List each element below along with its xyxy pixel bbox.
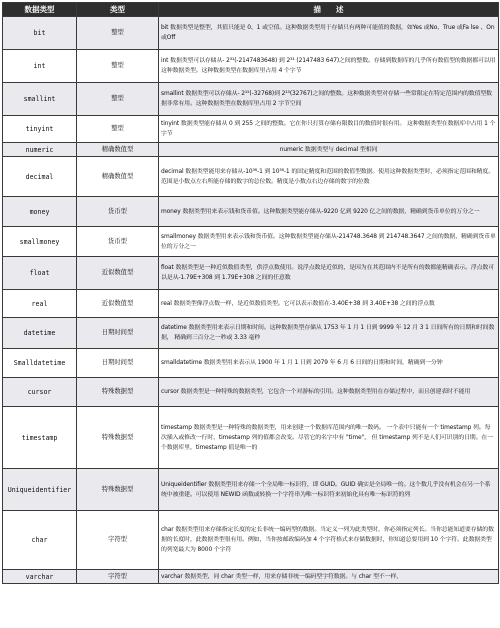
- type-category: 特殊数据型: [77, 407, 159, 469]
- table-row: [3, 349, 499, 378]
- header-description: 描 述: [159, 3, 499, 17]
- type-name: bit: [3, 17, 77, 50]
- type-category: 货币型: [77, 227, 159, 257]
- table-row: [3, 511, 499, 570]
- type-category: 精确数值型: [77, 143, 159, 157]
- type-name: tinyint: [3, 116, 77, 143]
- type-name: timestamp: [3, 407, 77, 469]
- type-name: Smalldatetime: [3, 349, 77, 378]
- type-description: money 数据类型用来表示钱和货币值。这种数据类型能存储从-9220 亿到 9220 亿之间的数据，精确到货币单位的万分之一: [159, 197, 499, 227]
- type-category: 整型: [77, 83, 159, 116]
- table-row: [3, 469, 499, 511]
- table-row: [3, 257, 499, 290]
- type-description: smallmoney 数据类型用来表示钱和货币值。这种数据类型能存储从-214748.3648 到 214748.3647 之间的数据，精确到货币单位的万分之一: [159, 227, 499, 257]
- table-row: [3, 116, 499, 143]
- type-category: 日期时间型: [77, 318, 159, 349]
- type-name: numeric: [3, 143, 77, 157]
- type-description: char 数据类型用来存储指定长度的定长非统一编码型的数据。当定义一列为此类型时，你必须指定列长。当你总能知道要存储的数据的长度时，此数据类型很有用。例如，当你按邮政编码加 4 个字符格式来存储数据时，你知道总要用到 10 个字符。此数据类型的列宽最大为 8000 个字符: [159, 511, 499, 570]
- type-name: varchar: [3, 570, 77, 584]
- type-name: int: [3, 50, 77, 83]
- type-name: datetime: [3, 318, 77, 349]
- data-type-table: [2, 2, 498, 626]
- type-category: 货币型: [77, 197, 159, 227]
- type-name: smallmoney: [3, 227, 77, 257]
- type-description: real 数据类型像浮点数一样，是近似数值类型。它可以表示数值在-3.40E+38 到 3.40E+38 之间的浮点数: [159, 290, 499, 318]
- type-description: int 数据类型可以存储从- 2³¹(-2147483648) 到 2³¹ (2147483 647)之间的整数。存储到数据库的几乎所有数值型的数据都可以用这种数据类型。这种数据类型在数据库里占用 4 个字节: [159, 50, 499, 83]
- type-category: 特殊数据型: [77, 378, 159, 407]
- table-row: [3, 143, 499, 157]
- type-description: decimal 数据类型能用来存储从-10³⁸-1 到 10³⁸-1 的固定精度和范围的数值型数据。使用这种数据类型时，必须指定范围和精度。 范围是小数点左右所能存储的数字的总位数。精度是小数点右边存储的数字的位数: [159, 157, 499, 197]
- table-row: [3, 227, 499, 257]
- table-row: [3, 83, 499, 116]
- table-header-row: [3, 3, 499, 17]
- table-row: [3, 50, 499, 83]
- type-description: timestamp 数据类型是一种特殊的数据类型，用来创建一个数据库范围内的唯一数码。 一个表中只能有一个 timestamp 列。每次插入或修改一行时，timestamp 列的值都会改变。尽管它的名字中有 "time"， 但 timestamp 列不是人们可识别的日期。在一个数据库里，timestamp 值是唯一的: [159, 407, 499, 469]
- table-row: [3, 197, 499, 227]
- type-description: float 数据类型是一种近似数值类型，供浮点数使用。说浮点数是近似的，是因为在其范围内不是所有的数都能精确表示。浮点数可以是从-1.79E+308 到 1.79E+308 之间的任意数: [159, 257, 499, 290]
- type-category: 整型: [77, 50, 159, 83]
- table-row: [3, 17, 499, 50]
- type-name: smallint: [3, 83, 77, 116]
- type-category: 字符型: [77, 570, 159, 584]
- header-data-type: 数据类型: [3, 3, 77, 17]
- type-name: float: [3, 257, 77, 290]
- type-description: Uniqueidentifier 数据类型用来存储一个全局唯一标识符，即 GUID。GUID 确实是全局唯一的。这个数几乎没有机会在另一个系统中被重建。可以使用 NEWID 函数或转换一个字符串为唯一标识符来初始化具有唯一标识符的列: [159, 469, 499, 511]
- table-row: [3, 290, 499, 318]
- type-name: char: [3, 511, 77, 570]
- type-category: 日期时间型: [77, 349, 159, 378]
- type-description: tinyint 数据类型能存储从 0 到 255 之间的整数。它在你只打算存储有限数目的数值时很有用。 这种数据类型在数据库中占用 1 个字节: [159, 116, 499, 143]
- header-type: 类型: [77, 3, 159, 17]
- type-description: varchar 数据类型，同 char 类型一样，用来存储非统一编码型字符数据。与 char 型不一样，: [159, 570, 499, 584]
- type-category: 特殊数据型: [77, 469, 159, 511]
- table-row: [3, 318, 499, 349]
- type-name: money: [3, 197, 77, 227]
- type-description: numeric 数据类型与 decimal 型相同: [159, 143, 499, 157]
- type-description: cursor 数据类型是一种特殊的数据类型，它包含一个对游标的引用。这种数据类型用在存储过程中，而且创建表时不能用: [159, 378, 499, 407]
- table-row: [3, 407, 499, 469]
- type-category: 近似数值型: [77, 290, 159, 318]
- table-row: [3, 570, 499, 584]
- type-category: 精确数值型: [77, 157, 159, 197]
- type-description: smallint 数据类型可以存储从- 2¹⁵(-32768)到 2¹⁵(32767)之间的整数。这种数据类型对存储一些常限定在特定范围内的数值型数据非常有用。这种数据类型在数据库里占用 2 字节空间: [159, 83, 499, 116]
- type-category: 整型: [77, 17, 159, 50]
- type-name: Uniqueidentifier: [3, 469, 77, 511]
- table-row: [3, 157, 499, 197]
- type-description: smalldatetime 数据类型用来表示从 1900 年 1 月 1 日到 2079 年 6 月 6 日间的日期和时间，精确到一分钟: [159, 349, 499, 378]
- type-category: 字符型: [77, 511, 159, 570]
- type-category: 整型: [77, 116, 159, 143]
- type-name: cursor: [3, 378, 77, 407]
- type-name: real: [3, 290, 77, 318]
- type-description: datetime 数据类型用来表示日期和时间。这种数据类型存储从 1753 年 1 月 1 日到 9999 年 12 月 3 1 日间所有的日期和时间数据， 精确到三百分之一秒或 3.33 毫秒: [159, 318, 499, 349]
- type-name: decimal: [3, 157, 77, 197]
- type-category: 近似数值型: [77, 257, 159, 290]
- table-row: [3, 378, 499, 407]
- type-description: bit 数据类型是整型，其值只能是 0、1 或空值。这种数据类型用于存储只有两种可能值的数据，如Yes 或No、True 或Fa lse 、On 或Off: [159, 17, 499, 50]
